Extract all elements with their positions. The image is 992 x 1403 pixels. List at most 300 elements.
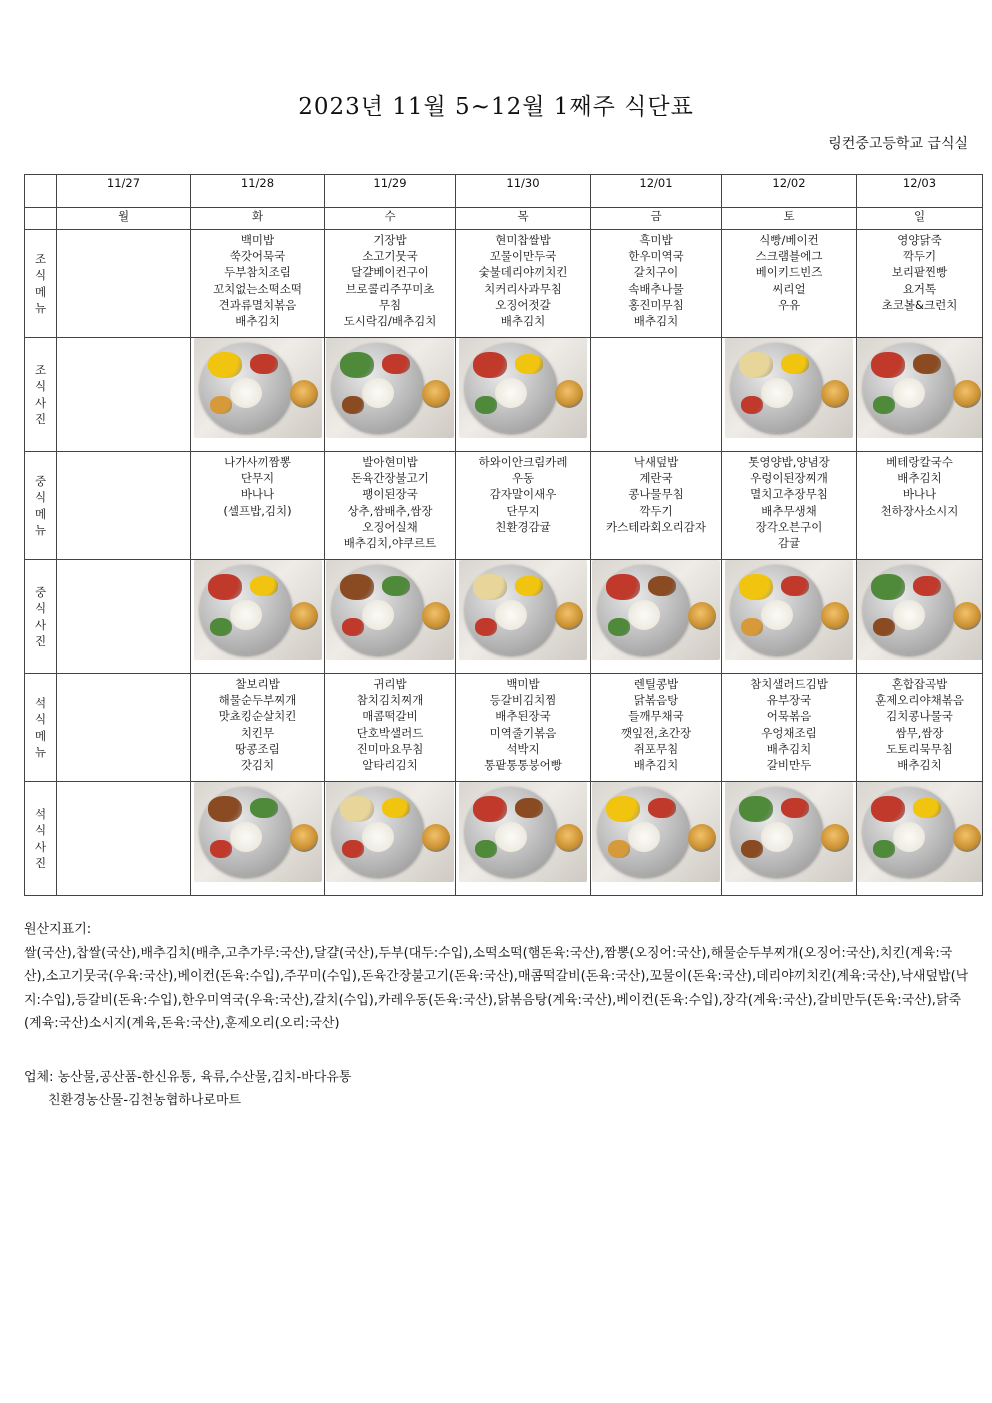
side-dish (739, 574, 773, 600)
lunch-menu-cell (325, 452, 456, 560)
side-dish (913, 798, 941, 818)
lunch-menu-cell (57, 452, 191, 560)
side-dish (210, 618, 232, 636)
row-label-char: 식 (34, 823, 47, 838)
side-dish (208, 352, 242, 378)
dinner-menu-cell (325, 674, 456, 782)
menu-item: 무침 (378, 297, 402, 312)
menu-item: 상추,쌈배추,쌈장 (347, 503, 433, 518)
menu-item: 도토리묵무침 (886, 741, 953, 756)
menu-item: 깍두기 (902, 249, 937, 264)
dinner-meal-photo (459, 782, 587, 882)
breakfast-photo-cell (191, 338, 325, 452)
row-label-char: 식 (34, 379, 47, 394)
weekday-cell: 토 (722, 208, 857, 230)
lunch-menu-row (25, 452, 983, 560)
menu-item: (셀프밥,김치) (223, 503, 292, 518)
side-dish (208, 574, 242, 600)
menu-item: 베이키드빈즈 (755, 265, 823, 280)
menu-item: 친환경감귤 (495, 519, 551, 534)
menu-item: 감귤 (777, 536, 801, 551)
menu-item: 스크램블에그 (755, 249, 823, 264)
menu-item: 갈치구이 (633, 265, 679, 280)
side-dish (648, 576, 676, 596)
menu-item: 참치김치찌개 (356, 693, 424, 708)
side-dish (382, 798, 410, 818)
lunch-meal-photo (326, 560, 454, 660)
side-dish (342, 618, 364, 636)
menu-item: 알타리김치 (362, 758, 418, 773)
weekday-cell: 일 (857, 208, 983, 230)
breakfast-photo-cell (456, 338, 591, 452)
menu-item: 나가사끼짬뽕 (224, 455, 291, 469)
row-label-char: 석 (34, 807, 47, 822)
lunch-menu-cell (456, 452, 591, 560)
dinner-photo-cell (325, 782, 456, 896)
page-title: 2023년 11월 5~12월 1째주 식단표 (298, 94, 694, 120)
menu-item: 장각오븐구이 (755, 519, 823, 534)
rice-portion (893, 822, 925, 852)
menu-item: 천하장사소시지 (880, 503, 959, 518)
row-label-char: 뉴 (34, 744, 47, 759)
menu-item: 소고기뭇국 (362, 249, 418, 264)
soup-bowl (953, 380, 981, 408)
side-dish (913, 354, 941, 374)
row-label-char: 식 (34, 712, 47, 727)
rice-portion (495, 378, 527, 408)
side-dish (741, 840, 763, 858)
side-dish (871, 574, 905, 600)
menu-item: 돈육간장불고기 (351, 471, 429, 486)
row-label-char: 메 (34, 728, 47, 743)
menu-item: 꼬물이만두국 (489, 249, 557, 264)
lunch-photo-cell (857, 560, 983, 674)
side-dish (739, 796, 773, 822)
side-dish (873, 840, 895, 858)
side-dish (342, 840, 364, 858)
lunch-photo-cell (722, 560, 857, 674)
date-cell: 11/27 (57, 175, 191, 208)
menu-item: 어묵볶음 (766, 709, 812, 724)
rice-portion (761, 378, 793, 408)
soup-bowl (555, 380, 583, 408)
row-label-char: 사 (34, 839, 47, 854)
vendor-info (24, 1066, 351, 1112)
origin-title: 원산지표기: (24, 922, 92, 937)
breakfast-meal-photo (326, 338, 454, 438)
side-dish (382, 576, 410, 596)
menu-item: 브로콜리주꾸미초 (345, 281, 435, 296)
corner-cell (25, 208, 57, 230)
rice-portion (495, 600, 527, 630)
row-label-char: 뉴 (34, 522, 47, 537)
soup-bowl (821, 380, 849, 408)
row-label-char: 진 (34, 633, 47, 648)
menu-item: 배추김치 (897, 758, 942, 773)
row-label-dinner-menu (25, 674, 57, 782)
side-dish (250, 354, 278, 374)
row-label-char: 사 (34, 395, 47, 410)
side-dish (781, 354, 809, 374)
side-dish (473, 352, 507, 378)
date-cell: 11/29 (325, 175, 456, 208)
dinner-menu-cell (456, 674, 591, 782)
dinner-menu-cell (57, 674, 191, 782)
side-dish (473, 574, 507, 600)
dinner-menu-row (25, 674, 983, 782)
row-label-char: 식 (34, 490, 47, 505)
lunch-menu-cell (857, 452, 983, 560)
row-label-char: 사 (34, 617, 47, 632)
menu-item: 홍진미무침 (628, 297, 684, 312)
dinner-photo-cell (191, 782, 325, 896)
menu-item: 김치콩나물국 (886, 709, 953, 724)
weekday-header-row (25, 208, 983, 230)
menu-item: 도시락김/배추김치 (343, 314, 437, 329)
breakfast-menu-cell (325, 230, 456, 338)
menu-item: 콩나물무침 (628, 487, 684, 502)
breakfast-meal-photo (194, 338, 322, 438)
rice-portion (362, 600, 394, 630)
side-dish (340, 574, 374, 600)
menu-item: 초코볼&크런치 (881, 297, 958, 312)
side-dish (515, 798, 543, 818)
breakfast-photo-cell (857, 338, 983, 452)
menu-item: 두부참치조림 (224, 265, 291, 280)
lunch-photo-cell (325, 560, 456, 674)
school-name: 링컨중고등학교 급식실 (828, 136, 968, 152)
lunch-menu-cell (191, 452, 325, 560)
row-label-breakfast-menu (25, 230, 57, 338)
soup-bowl (422, 602, 450, 630)
menu-item: 영양닭죽 (897, 233, 942, 247)
row-label-dinner-photo (25, 782, 57, 896)
menu-item: 우유 (777, 297, 801, 312)
dinner-meal-photo (194, 782, 322, 882)
row-label-char: 메 (34, 284, 47, 299)
menu-item: 꼬치없는소떡소떡 (213, 281, 302, 296)
menu-item: 등갈비김치찜 (489, 693, 557, 708)
side-dish (741, 396, 763, 414)
menu-item: 속배추나물 (628, 281, 684, 296)
menu-item: 식빵/베이컨 (759, 233, 819, 247)
lunch-photo-cell (191, 560, 325, 674)
lunch-photo-cell (456, 560, 591, 674)
soup-bowl (953, 824, 981, 852)
date-cell: 12/02 (722, 175, 857, 208)
menu-item: 카스테라회오리감자 (606, 519, 706, 534)
rice-portion (628, 822, 660, 852)
side-dish (871, 352, 905, 378)
menu-item: 찰보리밥 (235, 677, 280, 691)
menu-item: 배추김치 (897, 471, 942, 486)
side-dish (473, 796, 507, 822)
soup-bowl (422, 824, 450, 852)
side-dish (781, 798, 809, 818)
soup-bowl (821, 824, 849, 852)
date-cell: 12/03 (857, 175, 983, 208)
menu-item: 바나나 (240, 487, 275, 502)
side-dish (873, 618, 895, 636)
menu-item: 감자말이새우 (489, 487, 557, 502)
lunch-photo-row (25, 560, 983, 674)
menu-item: 쥐포무침 (633, 741, 679, 756)
dinner-meal-photo (326, 782, 454, 882)
menu-item: 배추김치 (633, 758, 679, 773)
row-label-char: 뉴 (34, 300, 47, 315)
side-dish (475, 396, 497, 414)
menu-item: 바나나 (902, 487, 937, 502)
soup-bowl (422, 380, 450, 408)
menu-item: 베테랑칼국수 (886, 455, 953, 469)
dinner-menu-cell (191, 674, 325, 782)
menu-item: 우엉채조림 (761, 725, 817, 740)
side-dish (913, 576, 941, 596)
menu-item: 백미밥 (240, 233, 275, 247)
menu-item: 맛쵸킹순살치킨 (218, 709, 297, 724)
soup-bowl (290, 824, 318, 852)
menu-item: 들깨무채국 (628, 709, 684, 724)
rice-portion (628, 600, 660, 630)
menu-item: 단무지 (240, 471, 275, 486)
side-dish (210, 840, 232, 858)
weekday-cell: 목 (456, 208, 591, 230)
dinner-meal-photo (857, 782, 983, 882)
breakfast-menu-cell (456, 230, 591, 338)
dinner-photo-cell (722, 782, 857, 896)
menu-item: 오징어젓갈 (495, 297, 551, 312)
menu-item: 유부장국 (766, 693, 812, 708)
row-label-char: 메 (34, 506, 47, 521)
menu-item: 배추김치 (766, 741, 812, 756)
menu-item: 발아현미밥 (362, 455, 418, 469)
menu-item: 귀리밥 (373, 677, 407, 691)
side-dish (475, 618, 497, 636)
side-dish (342, 396, 364, 414)
rice-portion (230, 822, 262, 852)
rice-portion (761, 822, 793, 852)
rice-portion (230, 600, 262, 630)
breakfast-menu-cell (57, 230, 191, 338)
date-cell: 11/28 (191, 175, 325, 208)
dinner-photo-cell (57, 782, 191, 896)
side-dish (208, 796, 242, 822)
breakfast-photo-cell (57, 338, 191, 452)
menu-item: 미역줄기볶음 (489, 725, 557, 740)
side-dish (606, 796, 640, 822)
menu-item: 팽이된장국 (362, 487, 418, 502)
rice-portion (761, 600, 793, 630)
row-label-lunch-menu (25, 452, 57, 560)
dinner-photo-row (25, 782, 983, 896)
side-dish (741, 618, 763, 636)
menu-item: 견과류멸치볶음 (218, 297, 297, 312)
breakfast-photo-row (25, 338, 983, 452)
menu-item: 배추무생채 (761, 503, 817, 518)
rice-portion (893, 600, 925, 630)
breakfast-menu-cell (191, 230, 325, 338)
dinner-photo-cell (857, 782, 983, 896)
soup-bowl (290, 602, 318, 630)
side-dish (608, 618, 630, 636)
side-dish (648, 798, 676, 818)
menu-item: 매콤떡갈비 (362, 709, 418, 724)
menu-item: 한우미역국 (628, 249, 684, 264)
lunch-meal-photo (459, 560, 587, 660)
date-cell: 11/30 (456, 175, 591, 208)
breakfast-menu-cell (591, 230, 722, 338)
lunch-meal-photo (725, 560, 853, 660)
row-label-char: 조 (34, 252, 47, 267)
soup-bowl (688, 824, 716, 852)
side-dish (250, 798, 278, 818)
side-dish (382, 354, 410, 374)
row-label-char: 진 (34, 411, 47, 426)
soup-bowl (821, 602, 849, 630)
origin-notes (24, 918, 974, 1036)
lunch-meal-photo (194, 560, 322, 660)
breakfast-menu-cell (722, 230, 857, 338)
menu-item: 통팥통통붕어빵 (484, 758, 562, 773)
menu-item: 해물순두부찌개 (218, 693, 297, 708)
row-label-char: 중 (34, 474, 47, 489)
rice-portion (893, 378, 925, 408)
menu-item: 하와이안크림카레 (478, 455, 568, 469)
row-label-char: 조 (34, 363, 47, 378)
breakfast-meal-photo (857, 338, 983, 438)
menu-item: 낙새덮밥 (633, 455, 679, 469)
menu-item: 깍두기 (639, 503, 673, 518)
side-dish (340, 352, 374, 378)
lunch-photo-cell (57, 560, 191, 674)
side-dish (475, 840, 497, 858)
row-label-lunch-photo (25, 560, 57, 674)
menu-item: 쑥갓어묵국 (229, 249, 286, 264)
menu-item: 씨리얼 (772, 281, 806, 296)
menu-item: 석박지 (506, 741, 540, 756)
menu-item: 참치샐러드김밥 (750, 677, 828, 691)
breakfast-photo-cell (722, 338, 857, 452)
corner-cell (25, 175, 57, 208)
breakfast-meal-photo (725, 338, 853, 438)
rice-portion (362, 822, 394, 852)
menu-item: 렌틸콩밥 (633, 677, 679, 691)
side-dish (210, 396, 232, 414)
menu-item: 기장밥 (373, 233, 407, 247)
breakfast-meal-photo (459, 338, 587, 438)
breakfast-menu-cell (857, 230, 983, 338)
menu-item: 갓김치 (240, 758, 275, 773)
rice-portion (230, 378, 262, 408)
weekday-cell: 화 (191, 208, 325, 230)
lunch-meal-photo (857, 560, 983, 660)
dinner-photo-cell (591, 782, 722, 896)
menu-item: 우렁이된장찌개 (750, 471, 828, 486)
menu-item: 훈제오리야채볶음 (875, 693, 964, 708)
row-label-char: 중 (34, 585, 47, 600)
menu-item: 진미마요무침 (356, 741, 424, 756)
side-dish (608, 840, 630, 858)
lunch-menu-cell (591, 452, 722, 560)
menu-item: 오징어실채 (362, 519, 418, 534)
breakfast-photo-cell (325, 338, 456, 452)
menu-item: 치킨무 (240, 725, 275, 740)
menu-item: 달걀베이컨구이 (351, 265, 429, 280)
row-label-breakfast-photo (25, 338, 57, 452)
row-label-char: 식 (34, 268, 47, 283)
menu-item: 배추김치 (500, 314, 546, 329)
vendor-line-2: 친환경농산물-김천농협하나로마트 (48, 1093, 242, 1108)
menu-item: 백미밥 (506, 677, 540, 691)
menu-item: 배추김치 (633, 314, 679, 329)
menu-item: 쌈무,쌈장 (895, 725, 944, 740)
lunch-menu-cell (722, 452, 857, 560)
soup-bowl (290, 380, 318, 408)
date-cell: 12/01 (591, 175, 722, 208)
dinner-menu-cell (722, 674, 857, 782)
dinner-menu-cell (857, 674, 983, 782)
menu-item: 요거톡 (902, 281, 937, 296)
menu-item: 계란국 (639, 471, 673, 486)
menu-item: 흑미밥 (639, 233, 673, 247)
menu-item: 배추된장국 (495, 709, 551, 724)
side-dish (606, 574, 640, 600)
menu-item: 치커리사과무침 (484, 281, 562, 296)
menu-item: 톳영양밥,양념장 (748, 455, 830, 469)
weekday-cell: 금 (591, 208, 722, 230)
menu-item: 단호박샐러드 (356, 725, 424, 740)
rice-portion (495, 822, 527, 852)
lunch-meal-photo (592, 560, 720, 660)
dinner-meal-photo (592, 782, 720, 882)
menu-item: 우동 (511, 471, 535, 486)
menu-item: 땅콩조림 (235, 741, 280, 756)
side-dish (515, 354, 543, 374)
menu-item: 닭볶음탕 (633, 693, 679, 708)
menu-item: 단무지 (506, 503, 540, 518)
lunch-photo-cell (591, 560, 722, 674)
menu-item: 배추김치,야쿠르트 (343, 536, 437, 551)
dinner-meal-photo (725, 782, 853, 882)
row-label-char: 진 (34, 855, 47, 870)
dinner-menu-cell (591, 674, 722, 782)
soup-bowl (953, 602, 981, 630)
date-header-row (25, 175, 983, 208)
soup-bowl (688, 602, 716, 630)
menu-item: 현미찹쌀밥 (495, 233, 551, 247)
row-label-char: 식 (34, 601, 47, 616)
menu-item: 혼합잡곡밥 (891, 677, 948, 691)
menu-item: 숯불데리야끼치킨 (478, 265, 568, 280)
menu-item: 멸치고추장무침 (750, 487, 828, 502)
vendor-line-1: 업체: 농산물,공산품-한신유통, 육류,수산물,김치-바다유통 (24, 1070, 352, 1085)
origin-text: 쌀(국산),찹쌀(국산),배추김치(배추,고추가루:국산),달걀(국산),두부(대두:수입),소떡소떡(햄돈육:국산),짬뽕(오징어:국산),해물순두부찌개(오징어:국산),치킨(계육:국산),소고기뭇국(우육:국산),베이컨(돈육:수입),주꾸미(수입),돈육간장불고기(돈육:국산),매콤떡갈비(돈육:국산),꼬물이(돈육:국산),데리야끼치킨(계육:국산),낙새덮밥(낙지:수입),등갈비(돈육:수입),한우미역국(우육:국산),갈치(수입),카레우동(돈육:국산),닭볶음탕(계육:국산),베이컨(돈육:수입),장각(계육:국산),갈비만두(돈육:국산),닭죽(계육:국산)소시지(계육,돈육:국산),훈제오리(오리:국산) (24, 945, 969, 1031)
side-dish (871, 796, 905, 822)
soup-bowl (555, 824, 583, 852)
breakfast-photo-cell (591, 338, 722, 452)
rice-portion (362, 378, 394, 408)
breakfast-menu-row (25, 230, 983, 338)
side-dish (739, 352, 773, 378)
side-dish (340, 796, 374, 822)
dinner-photo-cell (456, 782, 591, 896)
weekday-cell: 수 (325, 208, 456, 230)
side-dish (250, 576, 278, 596)
side-dish (515, 576, 543, 596)
menu-item: 보리팥찐빵 (891, 265, 948, 280)
weekly-menu-table (24, 174, 983, 896)
row-label-char: 석 (34, 696, 47, 711)
